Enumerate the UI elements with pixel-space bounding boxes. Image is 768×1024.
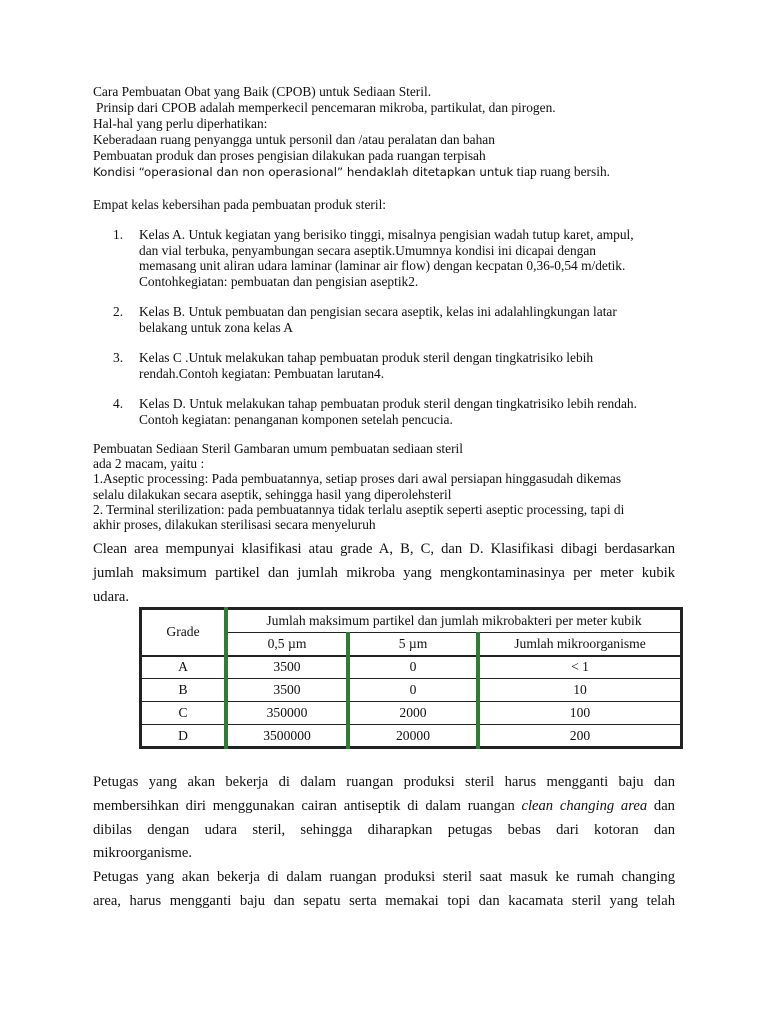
intro-title: Cara Pembuatan Obat yang Baik (CPOB) untuk Sediaan Steril.	[93, 84, 432, 99]
grade-cell: D	[141, 725, 227, 748]
list-line: Contohkegiatan: pembuatan dan pengisian aseptik2.	[139, 273, 419, 289]
list-number: 3.	[113, 350, 124, 365]
grade-cell: C	[141, 702, 227, 725]
processing-section	[93, 441, 693, 532]
grade-header: Grade	[141, 609, 227, 656]
grade-classification-table	[139, 607, 683, 749]
column-header: Jumlah mikroorganisme	[478, 633, 682, 656]
list-line: Kelas C .Untuk melakukan tahap pembuatan produk steril dengan tingkatrisiko lebih	[139, 350, 594, 365]
intro-heading: Hal-hal yang perlu diperhatikan:	[93, 116, 268, 131]
list-item	[113, 304, 683, 335]
list-line: belakang untuk zona kelas A	[139, 319, 293, 335]
group-header: Jumlah maksimum partikel dan jumlah mikrobakteri per meter kubik	[226, 609, 682, 633]
paragraph-line: Clean area mempunyai klasifikasi atau grade A, B, C, dan D. Klasifikasi dibagi berdasarkan	[93, 541, 675, 557]
paragraph-line: Petugas yang akan bekerja di dalam ruangan produksi steril saat masuk ke rumah changing	[93, 869, 675, 886]
list-line: dan vial terbuka, penyambungan secara aseptik.Umumnya kondisi ini dicapai dengan	[139, 242, 597, 258]
paragraph-line: jumlah maksimum partikel dan jumlah mikroba yang mengkontaminasinya per meter kubik	[93, 565, 675, 581]
paragraph-line: area, harus mengganti baju dan sepatu serta memakai topi dan kacamata steril yang telah	[93, 892, 675, 909]
intro-item-kondisi	[93, 164, 693, 180]
table-cell: 100	[478, 702, 682, 725]
intro-item-pembuatan: Pembuatan produk dan proses pengisian dilakukan pada ruangan terpisah	[93, 148, 486, 163]
table-cell: 10	[478, 679, 682, 702]
list-line: memasang unit aliran udara laminar (laminar air flow) dengan kecpatan 0,36-0,54 m/detik.	[139, 258, 626, 273]
intro-principle: Prinsip dari CPOB adalah memperkecil pencemaran mikroba, partikulat, dan pirogen.	[96, 100, 556, 115]
processing-intro: ada 2 macam, yaitu :	[93, 456, 205, 472]
grade-cell: B	[141, 679, 227, 702]
intro-section	[93, 84, 693, 213]
aseptic-processing-line: selalu dilakukan secara aseptik, sehingga hasil yang diperolehsteril	[93, 486, 452, 502]
table-row	[141, 656, 682, 679]
processing-heading: Pembuatan Sediaan Steril Gambaran umum pembuatan sediaan steril	[93, 441, 463, 456]
table-header-row	[141, 609, 682, 633]
list-line: Kelas A. Untuk kegiatan yang berisiko tinggi, misalnya pengisian wadah tutup karet, ampul,	[139, 227, 634, 242]
table-row	[141, 679, 682, 702]
table-cell: 3500000	[226, 725, 348, 748]
list-item	[113, 227, 683, 289]
table-cell: 350000	[226, 702, 348, 725]
table-row	[141, 725, 682, 748]
list-number: 4.	[113, 396, 124, 411]
list-item	[113, 396, 683, 427]
list-line: rendah.Contoh kegiatan: Pembuatan larutan4.	[139, 365, 385, 381]
text-span: membersihkan diri menggunakan cairan antiseptik di dalam ruangan	[93, 797, 522, 814]
grade-cell: A	[141, 656, 227, 679]
table-cell: 3500	[226, 656, 348, 679]
empat-kelas-heading: Empat kelas kebersihan pada pembuatan produk steril:	[93, 197, 387, 212]
clean-changing-area-term: clean changing area	[521, 797, 648, 814]
clean-area-paragraph	[93, 537, 675, 609]
table-cell: 20000	[348, 725, 478, 748]
text-span: dan	[647, 797, 675, 814]
kondisi-rest: tiap ruang bersih.	[513, 164, 610, 179]
table-cell: 0	[348, 656, 478, 679]
paragraph-line	[93, 795, 675, 819]
intro-item-ruang: Keberadaan ruang penyangga untuk personil dan /atau peralatan dan bahan	[93, 132, 495, 147]
table-cell: 2000	[348, 702, 478, 725]
terminal-sterilization-line: akhir proses, dilakukan sterilisasi secara menyeluruh	[93, 517, 376, 533]
paragraph-line: udara.	[93, 589, 130, 605]
kondisi-text: Kondisi “operasional dan non operasional” hendaklah ditetapkan untuk	[93, 165, 514, 179]
aseptic-processing-line: 1.Aseptic processing: Pada pembuatannya, setiap proses dari awal persiapan hinggasudah dikemas	[93, 471, 622, 487]
list-line: Kelas B. Untuk pembuatan dan pengisian secara aseptik, kelas ini adalahlingkungan latar	[139, 304, 617, 319]
cleanliness-class-list	[113, 227, 683, 442]
table-cell: 0	[348, 679, 478, 702]
list-line: Kelas D. Untuk melakukan tahap pembuatan produk steril dengan tingkatrisiko lebih rendah.	[139, 396, 637, 411]
list-line: Contoh kegiatan: penanganan komponen setelah pencucia.	[139, 411, 453, 427]
paragraph-line: dibilas dengan udara steril, sehingga diharapkan petugas bebas dari kotoran dan	[93, 821, 675, 838]
paragraph-line: Petugas yang akan bekerja di dalam ruangan produksi steril harus mengganti baju dan	[93, 774, 675, 790]
table-cell: 3500	[226, 679, 348, 702]
table-row	[141, 702, 682, 725]
petugas-paragraph	[93, 771, 675, 914]
table-cell: 200	[478, 725, 682, 748]
terminal-sterilization-line: 2. Terminal sterilization: pada pembuatannya tidak terlalu aseptik seperti aseptic processing, tapi di	[93, 501, 625, 517]
list-number: 1.	[113, 227, 124, 242]
list-item	[113, 350, 683, 381]
list-number: 2.	[113, 304, 124, 319]
column-header: 0,5 µm	[226, 633, 348, 656]
table-cell: < 1	[478, 656, 682, 679]
column-header: 5 µm	[348, 633, 478, 656]
paragraph-line: mikroorganisme.	[93, 845, 193, 862]
